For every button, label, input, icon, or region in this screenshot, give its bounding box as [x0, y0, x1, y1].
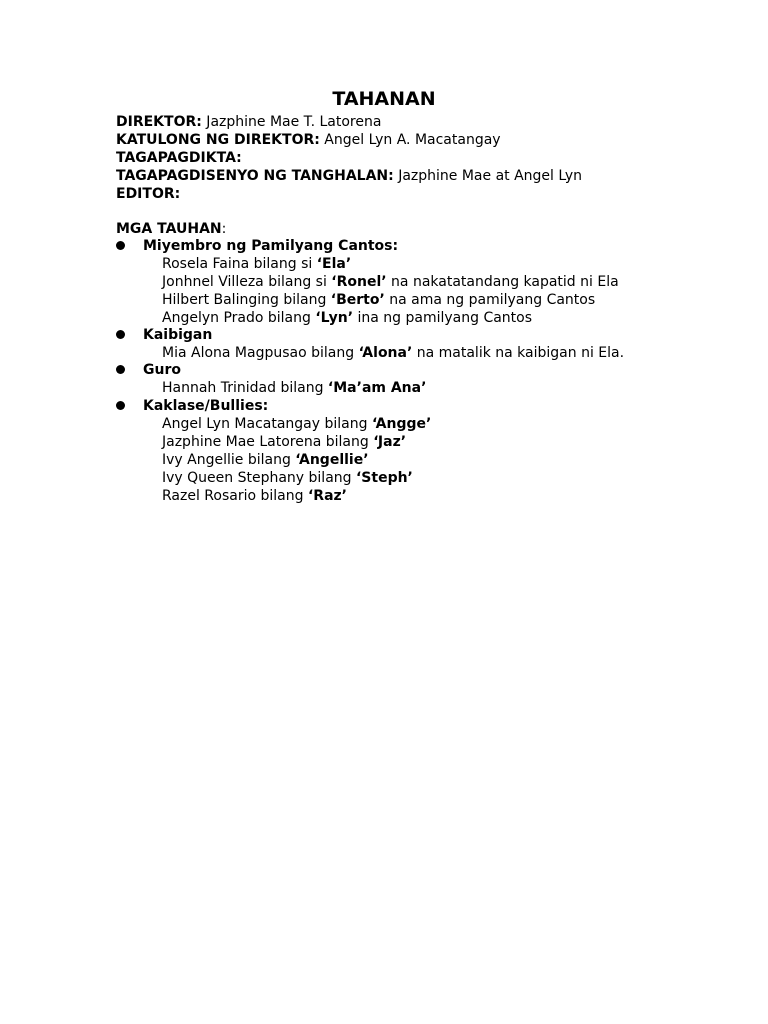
member-role: ‘Berto’ — [330, 292, 385, 308]
member-role: ‘Ronel’ — [331, 274, 387, 290]
credit-tagapagdisenyo — [116, 167, 582, 185]
cast-member — [162, 273, 619, 291]
member-note: na matalik na kaibigan ni Ela. — [412, 345, 625, 361]
member-name: Ivy Queen Stephany bilang — [162, 470, 356, 486]
cast-group-name: Kaklase/Bullies: — [143, 398, 269, 414]
member-name: Angel Lyn Macatangay bilang — [162, 416, 372, 432]
credit-label: KATULONG NG DIREKTOR: — [116, 132, 320, 148]
member-role: ‘Raz’ — [307, 488, 347, 504]
member-role: ‘Steph’ — [355, 470, 413, 486]
member-role: ‘Alona’ — [358, 345, 413, 361]
cast-group-name: Guro — [143, 362, 181, 378]
bullet-icon — [116, 241, 125, 250]
member-name: Jazphine Mae Latorena bilang — [162, 434, 374, 450]
member-role: ‘Ma’am Ana’ — [327, 380, 427, 396]
member-role: ‘Angge’ — [371, 416, 432, 432]
cast-member — [162, 415, 431, 433]
credit-value: Jazphine Mae at Angel Lyn — [393, 168, 583, 184]
member-role: ‘Lyn’ — [315, 310, 354, 326]
member-role: ‘Angellie’ — [295, 452, 369, 468]
member-name: Hannah Trinidad bilang — [162, 380, 328, 396]
member-name: Jonhnel Villeza bilang si — [162, 274, 332, 290]
bullet-icon — [116, 365, 125, 374]
credit-direktor — [116, 113, 381, 131]
credit-editor — [116, 185, 180, 203]
cast-group-name: Kaibigan — [143, 327, 213, 343]
member-name: Razel Rosario bilang — [162, 488, 308, 504]
cast-member — [162, 309, 532, 327]
cast-member — [162, 487, 347, 505]
member-name: Rosela Faina bilang si — [162, 256, 317, 272]
member-name: Ivy Angellie bilang — [162, 452, 296, 468]
cast-member — [162, 433, 406, 451]
member-name: Hilbert Balinging bilang — [162, 292, 331, 308]
member-role: ‘Jaz’ — [373, 434, 407, 450]
cast-group-name: Miyembro ng Pamilyang Cantos: — [143, 238, 399, 254]
cast-member — [162, 451, 369, 469]
bullet-icon — [116, 401, 125, 410]
bullet-icon — [116, 330, 125, 339]
cast-member — [162, 379, 426, 397]
credit-label: DIREKTOR: — [116, 114, 202, 130]
cast-member — [162, 291, 595, 309]
credit-label: TAGAPAGDIKTA: — [116, 150, 242, 166]
member-note: na ama ng pamilyang Cantos — [384, 292, 596, 308]
cast-member — [162, 344, 624, 362]
cast-member — [162, 469, 413, 487]
credit-label: EDITOR: — [116, 186, 181, 202]
document-title: TAHANAN — [332, 88, 436, 110]
credit-tagapagdikta — [116, 149, 242, 167]
credit-value: Angel Lyn A. Macatangay — [319, 132, 501, 148]
credit-value: Jazphine Mae T. Latorena — [201, 114, 382, 130]
member-note: na nakatatandang kapatid ni Ela — [386, 274, 619, 290]
member-note: ina ng pamilyang Cantos — [353, 310, 533, 326]
credit-katulong — [116, 131, 501, 149]
cast-heading — [116, 220, 226, 238]
member-role: ‘Ela’ — [316, 256, 352, 272]
credit-label: TAGAPAGDISENYO NG TANGHALAN: — [116, 168, 394, 184]
cast-member — [162, 255, 351, 273]
cast-heading-label: MGA TAUHAN — [116, 221, 222, 237]
member-name: Angelyn Prado bilang — [162, 310, 316, 326]
member-name: Mia Alona Magpusao bilang — [162, 345, 359, 361]
cast-heading-colon: : — [221, 221, 227, 237]
